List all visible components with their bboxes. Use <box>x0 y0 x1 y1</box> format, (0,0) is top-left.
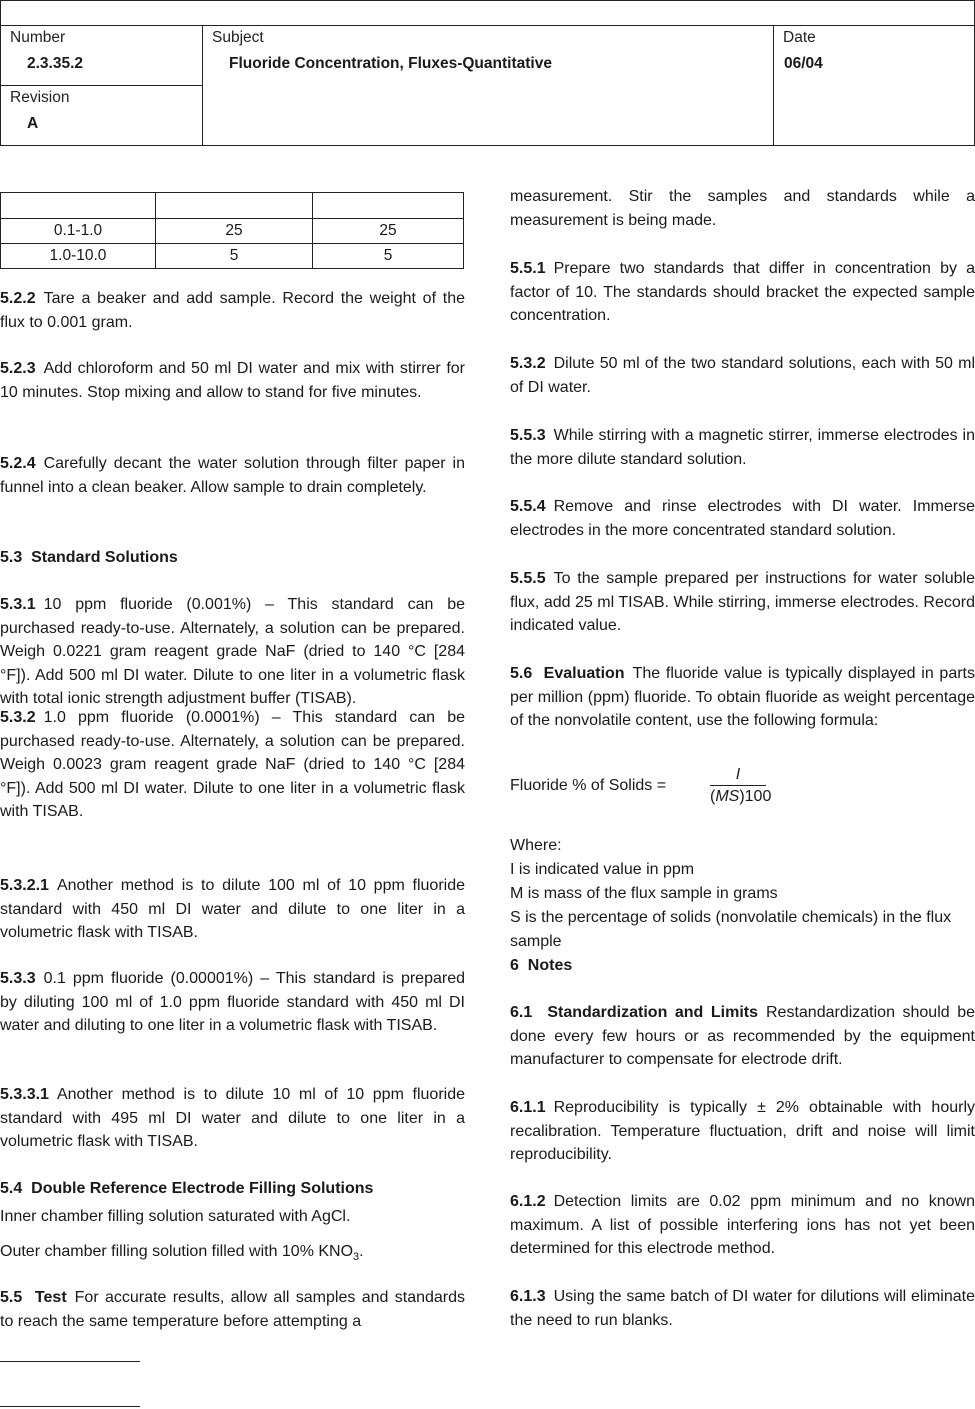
section-number: 6.1 Standardization and Limits <box>510 1004 758 1021</box>
paragraph <box>510 1285 975 1332</box>
paragraph-text: Inner chamber filling solution saturated with AgCl. <box>0 1208 351 1225</box>
paragraph-text: measurement. Stir the samples and standards while a measurement is being made. <box>510 188 975 229</box>
paragraph <box>0 706 465 824</box>
paragraph-text: Another method is to dilute 10 ml of 10 ppm fluoride standard with 495 ml DI water and dilute to one liter in a volumetric flask with TISAB. <box>0 1086 465 1151</box>
paragraph <box>510 1190 975 1261</box>
section-number: 5.4 Double Reference Electrode Filling Solutions <box>0 1180 374 1197</box>
paragraph-text: Remove and rinse electrodes with DI water. Immerse electrodes in the more concentrated standard solution. <box>510 498 975 539</box>
revision-value: A <box>27 115 39 132</box>
formula-numerator: I <box>710 765 766 786</box>
paragraph-text: To the sample prepared per instructions for water soluble flux, add 25 ml TISAB. While stirring, immerse electrodes. Record indicated value. <box>510 570 975 635</box>
table-row <box>1 244 464 269</box>
where-item: I is indicated value in ppm <box>510 861 695 878</box>
section-number: 6.1.2 <box>510 1193 546 1210</box>
paragraph <box>510 352 975 399</box>
subscript: 3 <box>353 1251 360 1264</box>
footnote-rule <box>0 1361 140 1362</box>
paragraph <box>0 357 465 404</box>
paragraph-text: 0.1 ppm fluoride (0.00001%) – This standard is prepared by diluting 100 ml of 1.0 ppm fluoride standard with 450 ml DI water and diluting to one liter in a volumetric flask with TISAB. <box>0 970 465 1035</box>
where-item: M is mass of the flux sample in grams <box>510 885 778 902</box>
formula-denominator: (MS)100 <box>710 788 772 805</box>
number-label: Number <box>10 29 66 46</box>
paragraph <box>0 287 465 334</box>
section-number: 5.2.3 <box>0 360 36 377</box>
table-cell: 5 <box>313 244 464 269</box>
date-value: 06/04 <box>784 55 823 72</box>
paragraph <box>510 1001 975 1072</box>
paragraph <box>510 495 975 542</box>
paragraph-text: Tare a beaker and add sample. Record the weight of the flux to 0.001 gram. <box>0 290 465 331</box>
paragraph <box>0 1083 465 1154</box>
paragraph-text: 1.0 ppm fluoride (0.0001%) – This standard can be purchased ready-to-use. Alternately, a solution can be prepared. Weigh 0.0023 gram reagent grade NaF (dried to 140 °C [284 °F]). Add 500 ml DI water. Dilute to one liter in a volumetric flask with TISAB. <box>0 709 465 821</box>
section-number: 5.5 Test <box>0 1289 67 1306</box>
paragraph <box>0 452 465 499</box>
paragraph <box>0 967 465 1038</box>
paragraph <box>510 424 975 471</box>
formula-lhs: Fluoride % of Solids = <box>510 777 667 794</box>
header-top-row <box>1 1 974 26</box>
where-list <box>510 834 975 954</box>
paragraph-text: While stirring with a magnetic stirrer, immerse electrodes in the more dilute standard solution. <box>510 427 975 468</box>
paragraph-text: Dilute 50 ml of the two standard solutions, each with 50 ml of DI water. <box>510 355 975 396</box>
paragraph-text: Using the same batch of DI water for dilutions will eliminate the need to run blanks. <box>510 1288 975 1329</box>
denominator-factor: 100 <box>744 788 772 805</box>
paragraph-text: The fluoride value is typically displayed in parts per million (ppm) fluoride. To obtain fluoride as weight percentage of the nonvolatile content, use the following formula: <box>510 665 975 730</box>
section-number: 5.2.2 <box>0 290 36 307</box>
section-number: 5.3 Standard Solutions <box>0 549 178 566</box>
table-cell: 1.0-10.0 <box>1 244 156 269</box>
paragraph <box>510 662 975 733</box>
paragraph <box>0 1286 465 1333</box>
section-number: 5.3.3 <box>0 970 36 987</box>
date-label: Date <box>783 29 816 46</box>
paragraph-text: Carefully decant the water solution through filter paper in funnel into a clean beaker. Allow sample to drain completely. <box>0 455 465 496</box>
section-heading <box>510 954 975 978</box>
number-value: 2.3.35.2 <box>27 55 84 72</box>
paragraph-text: For accurate results, allow all samples and standards to reach the same temperature before attempting a <box>0 1289 466 1330</box>
subject-cell <box>203 26 774 145</box>
paragraph-text: Prepare two standards that differ in concentration by a factor of 10. The standards should bracket the expected sample concentration. <box>510 260 975 325</box>
paragraph: Outer chamber filling solution filled with 10% $KNO_3$. <box>0 1243 364 1264</box>
paragraph-text: Another method is to dilute 100 ml of 10 ppm fluoride standard with 450 ml DI water and dilute to one liter in a volumetric flask with TISAB. <box>0 877 465 942</box>
table-cell: 25 <box>313 219 464 244</box>
section-number: 5.3.1 <box>0 596 36 613</box>
section-heading <box>0 1177 465 1201</box>
section-number: 6 Notes <box>510 957 573 974</box>
section-number: 5.3.2 <box>0 709 36 726</box>
footnote-rule <box>0 1406 140 1407</box>
section-number: 5.2.4 <box>0 455 36 472</box>
paragraph-text: 10 ppm fluoride (0.001%) – This standard can be purchased ready-to-use. Alternately, a solution can be prepared. Weigh 0.0221 gram reagent grade NaF (dried to 140 °C [284 °F]). Add 500 ml DI water. Dilute to one liter in a volumetric flask with total ionic strength adjustment buffer (TISAB). <box>0 596 465 708</box>
revision-cell <box>1 86 203 145</box>
revision-label: Revision <box>10 89 70 106</box>
section-number: 5.3.2 <box>510 355 546 372</box>
denominator-vars: MS <box>715 788 740 805</box>
date-cell <box>774 26 974 145</box>
section-number: 5.5.5 <box>510 570 546 587</box>
section-number: 5.3.2.1 <box>0 877 49 894</box>
paragraph <box>0 1205 465 1229</box>
paragraph <box>0 593 465 711</box>
paragraph-text: Reproducibility is typically ± 2% obtainable with hourly recalibration. Temperature fluctuation, drift and noise will limit reproducibility. <box>510 1099 975 1164</box>
paragraph <box>510 1096 975 1167</box>
document-header <box>0 0 975 146</box>
table-cell: 25 <box>156 219 313 244</box>
table-cell: 5 <box>156 244 313 269</box>
table-row <box>1 219 464 244</box>
subject-label: Subject <box>212 29 264 46</box>
paragraph-text: Add chloroform and 50 ml DI water and mix with stirrer for 10 minutes. Stop mixing and allow to stand for five minutes. <box>0 360 465 401</box>
section-number: 5.6 Evaluation <box>510 665 625 682</box>
section-number: 5.5.1 <box>510 260 546 277</box>
concentration-table <box>0 192 464 269</box>
paragraph-text: Detection limits are 0.02 ppm minimum and no known maximum. A list of possible interfering ions has not yet been determined for this electrode method. <box>510 1193 975 1258</box>
section-number: 6.1.1 <box>510 1099 546 1116</box>
paragraph <box>510 567 975 638</box>
table-header-row <box>1 193 464 219</box>
paragraph <box>510 257 975 328</box>
section-number: 6.1.3 <box>510 1288 546 1305</box>
section-number: 5.5.4 <box>510 498 546 515</box>
section-number: 5.3.3.1 <box>0 1086 49 1103</box>
subject-value: Fluoride Concentration, Fluxes-Quantitative <box>229 55 552 72</box>
section-number: 5.5.3 <box>510 427 546 444</box>
where-label: Where: <box>510 837 562 854</box>
where-item: S is the percentage of solids (nonvolatile chemicals) in the flux sample <box>510 909 952 950</box>
section-heading <box>0 546 465 570</box>
number-cell <box>1 26 203 86</box>
paragraph <box>0 874 465 945</box>
paragraph-text: Outer chamber filling solution filled with 10% KNO <box>0 1243 354 1260</box>
table-cell: 0.1-1.0 <box>1 219 156 244</box>
paragraph-text: Restandardization should be done every few hours or as recommended by the equipment manufacturer to compensate for electrode drift. <box>510 1004 975 1069</box>
paragraph <box>510 185 975 232</box>
formula-fraction <box>710 765 772 808</box>
